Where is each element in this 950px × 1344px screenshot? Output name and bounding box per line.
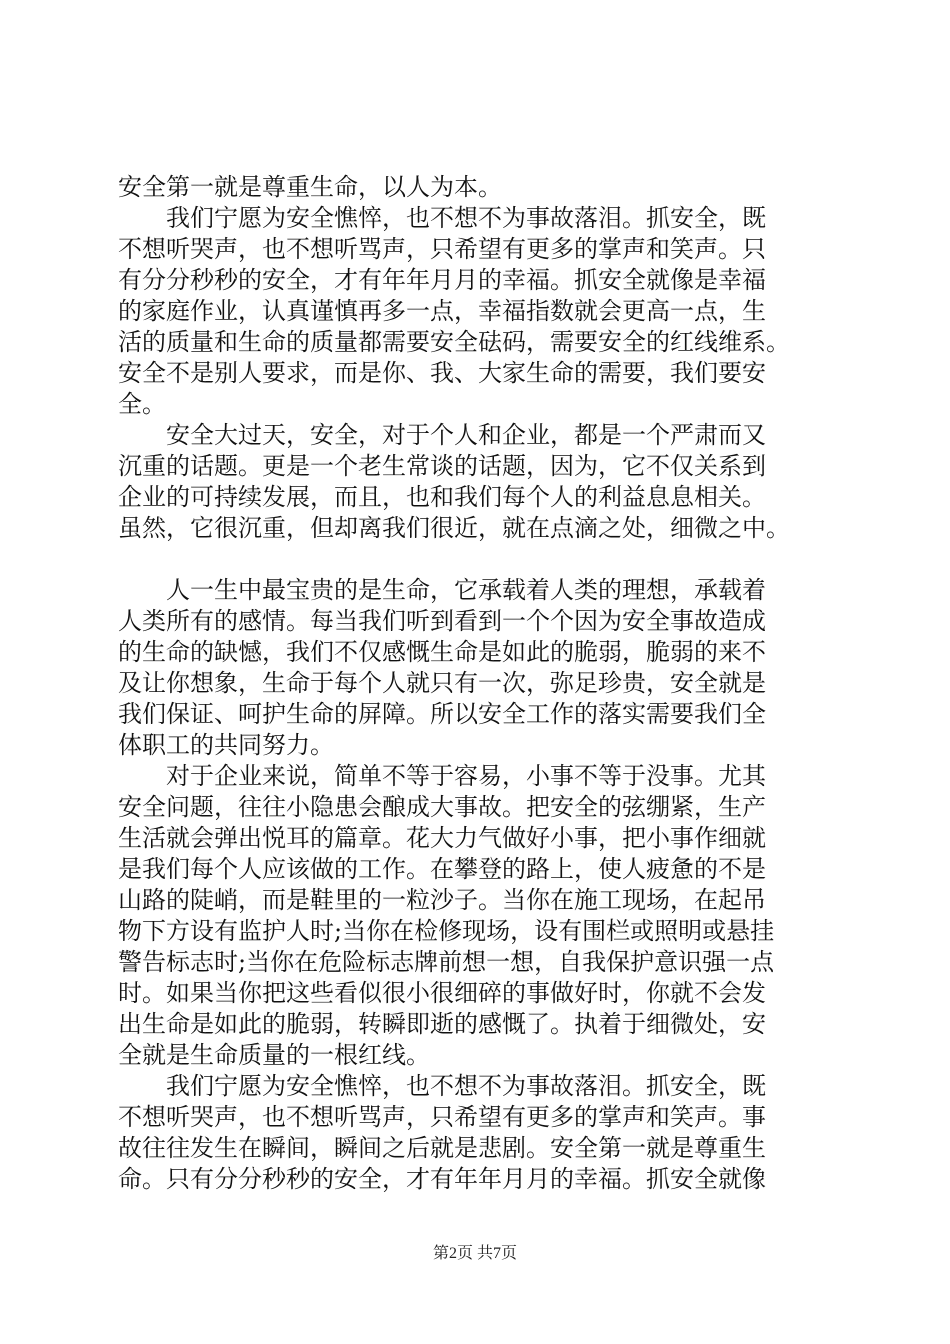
text-line: 虽然，它很沉重，但却离我们很近，就在点滴之处，细微之中。 bbox=[118, 514, 790, 542]
text-line: 安全不是别人要求，而是你、我、大家生命的需要，我们要安 bbox=[118, 359, 766, 387]
text-line: 我们保证、呵护生命的屏障。所以安全工作的落实需要我们全 bbox=[118, 700, 766, 728]
text-line: 对于企业来说，简单不等于容易，小事不等于没事。尤其 bbox=[166, 762, 766, 790]
page-footer: 第2页 共7页 bbox=[432, 1245, 517, 1262]
document-body bbox=[118, 172, 836, 1195]
text-line: 的生命的缺憾，我们不仅感慨生命是如此的脆弱，脆弱的来不 bbox=[118, 638, 766, 666]
text-line: 人类所有的感情。每当我们听到看到一个个因为安全事故造成 bbox=[118, 607, 766, 635]
text-line: 山路的陡峭，而是鞋里的一粒沙子。当你在施工现场，在起吊 bbox=[118, 886, 766, 914]
text-line: 命。只有分分秒秒的安全，才有年年月月的幸福。抓安全就像 bbox=[118, 1165, 766, 1193]
text-line: 我们宁愿为安全憔悴，也不想不为事故落泪。抓安全，既 bbox=[166, 1072, 766, 1100]
text-line: 安全大过天，安全，对于个人和企业，都是一个严肃而又 bbox=[166, 421, 766, 449]
text-line: 有分分秒秒的安全，才有年年月月的幸福。抓安全就像是幸福 bbox=[118, 266, 766, 294]
text-line: 我们宁愿为安全憔悴，也不想不为事故落泪。抓安全，既 bbox=[166, 204, 766, 232]
text-line: 的家庭作业，认真谨慎再多一点，幸福指数就会更高一点，生 bbox=[118, 297, 766, 325]
text-line: 生活就会弹出悦耳的篇章。花大力气做好小事，把小事作细就 bbox=[118, 824, 766, 852]
blank-line bbox=[118, 544, 836, 575]
text-line: 警告标志时;当你在危险标志牌前想一想，自我保护意识强一点 bbox=[118, 948, 775, 976]
text-line: 不想听哭声，也不想听骂声，只希望有更多的掌声和笑声。事 bbox=[118, 1103, 766, 1131]
text-line: 故往往发生在瞬间，瞬间之后就是悲剧。安全第一就是尊重生 bbox=[118, 1134, 766, 1162]
text-line: 沉重的话题。更是一个老生常谈的话题，因为，它不仅关系到 bbox=[118, 452, 766, 480]
text-line: 安全问题，往往小隐患会酿成大事故。把安全的弦绷紧，生产 bbox=[118, 793, 766, 821]
text-line: 全就是生命质量的一根红线。 bbox=[118, 1041, 430, 1069]
text-line: 全。 bbox=[118, 390, 166, 418]
text-line: 及让你想象，生命于每个人就只有一次，弥足珍贵，安全就是 bbox=[118, 669, 766, 697]
text-line: 不想听哭声，也不想听骂声，只希望有更多的掌声和笑声。只 bbox=[118, 235, 766, 263]
text-line: 体职工的共同努力。 bbox=[118, 731, 334, 759]
text-line: 是我们每个人应该做的工作。在攀登的路上，使人疲惫的不是 bbox=[118, 855, 766, 883]
text-line: 出生命是如此的脆弱，转瞬即逝的感慨了。执着于细微处，安 bbox=[118, 1010, 766, 1038]
text-line: 企业的可持续发展，而且，也和我们每个人的利益息息相关。 bbox=[118, 483, 766, 511]
text-line: 人一生中最宝贵的是生命，它承载着人类的理想，承载着 bbox=[166, 576, 766, 604]
text-line: 时。如果当你把这些看似很小很细碎的事做好时，你就不会发 bbox=[118, 979, 766, 1007]
text-line: 安全第一就是尊重生命，以人为本。 bbox=[118, 173, 502, 201]
text-line: 活的质量和生命的质量都需要安全砝码，需要安全的红线维系。 bbox=[118, 328, 790, 356]
text-line: 物下方设有监护人时;当你在检修现场，设有围栏或照明或悬挂 bbox=[118, 917, 775, 945]
